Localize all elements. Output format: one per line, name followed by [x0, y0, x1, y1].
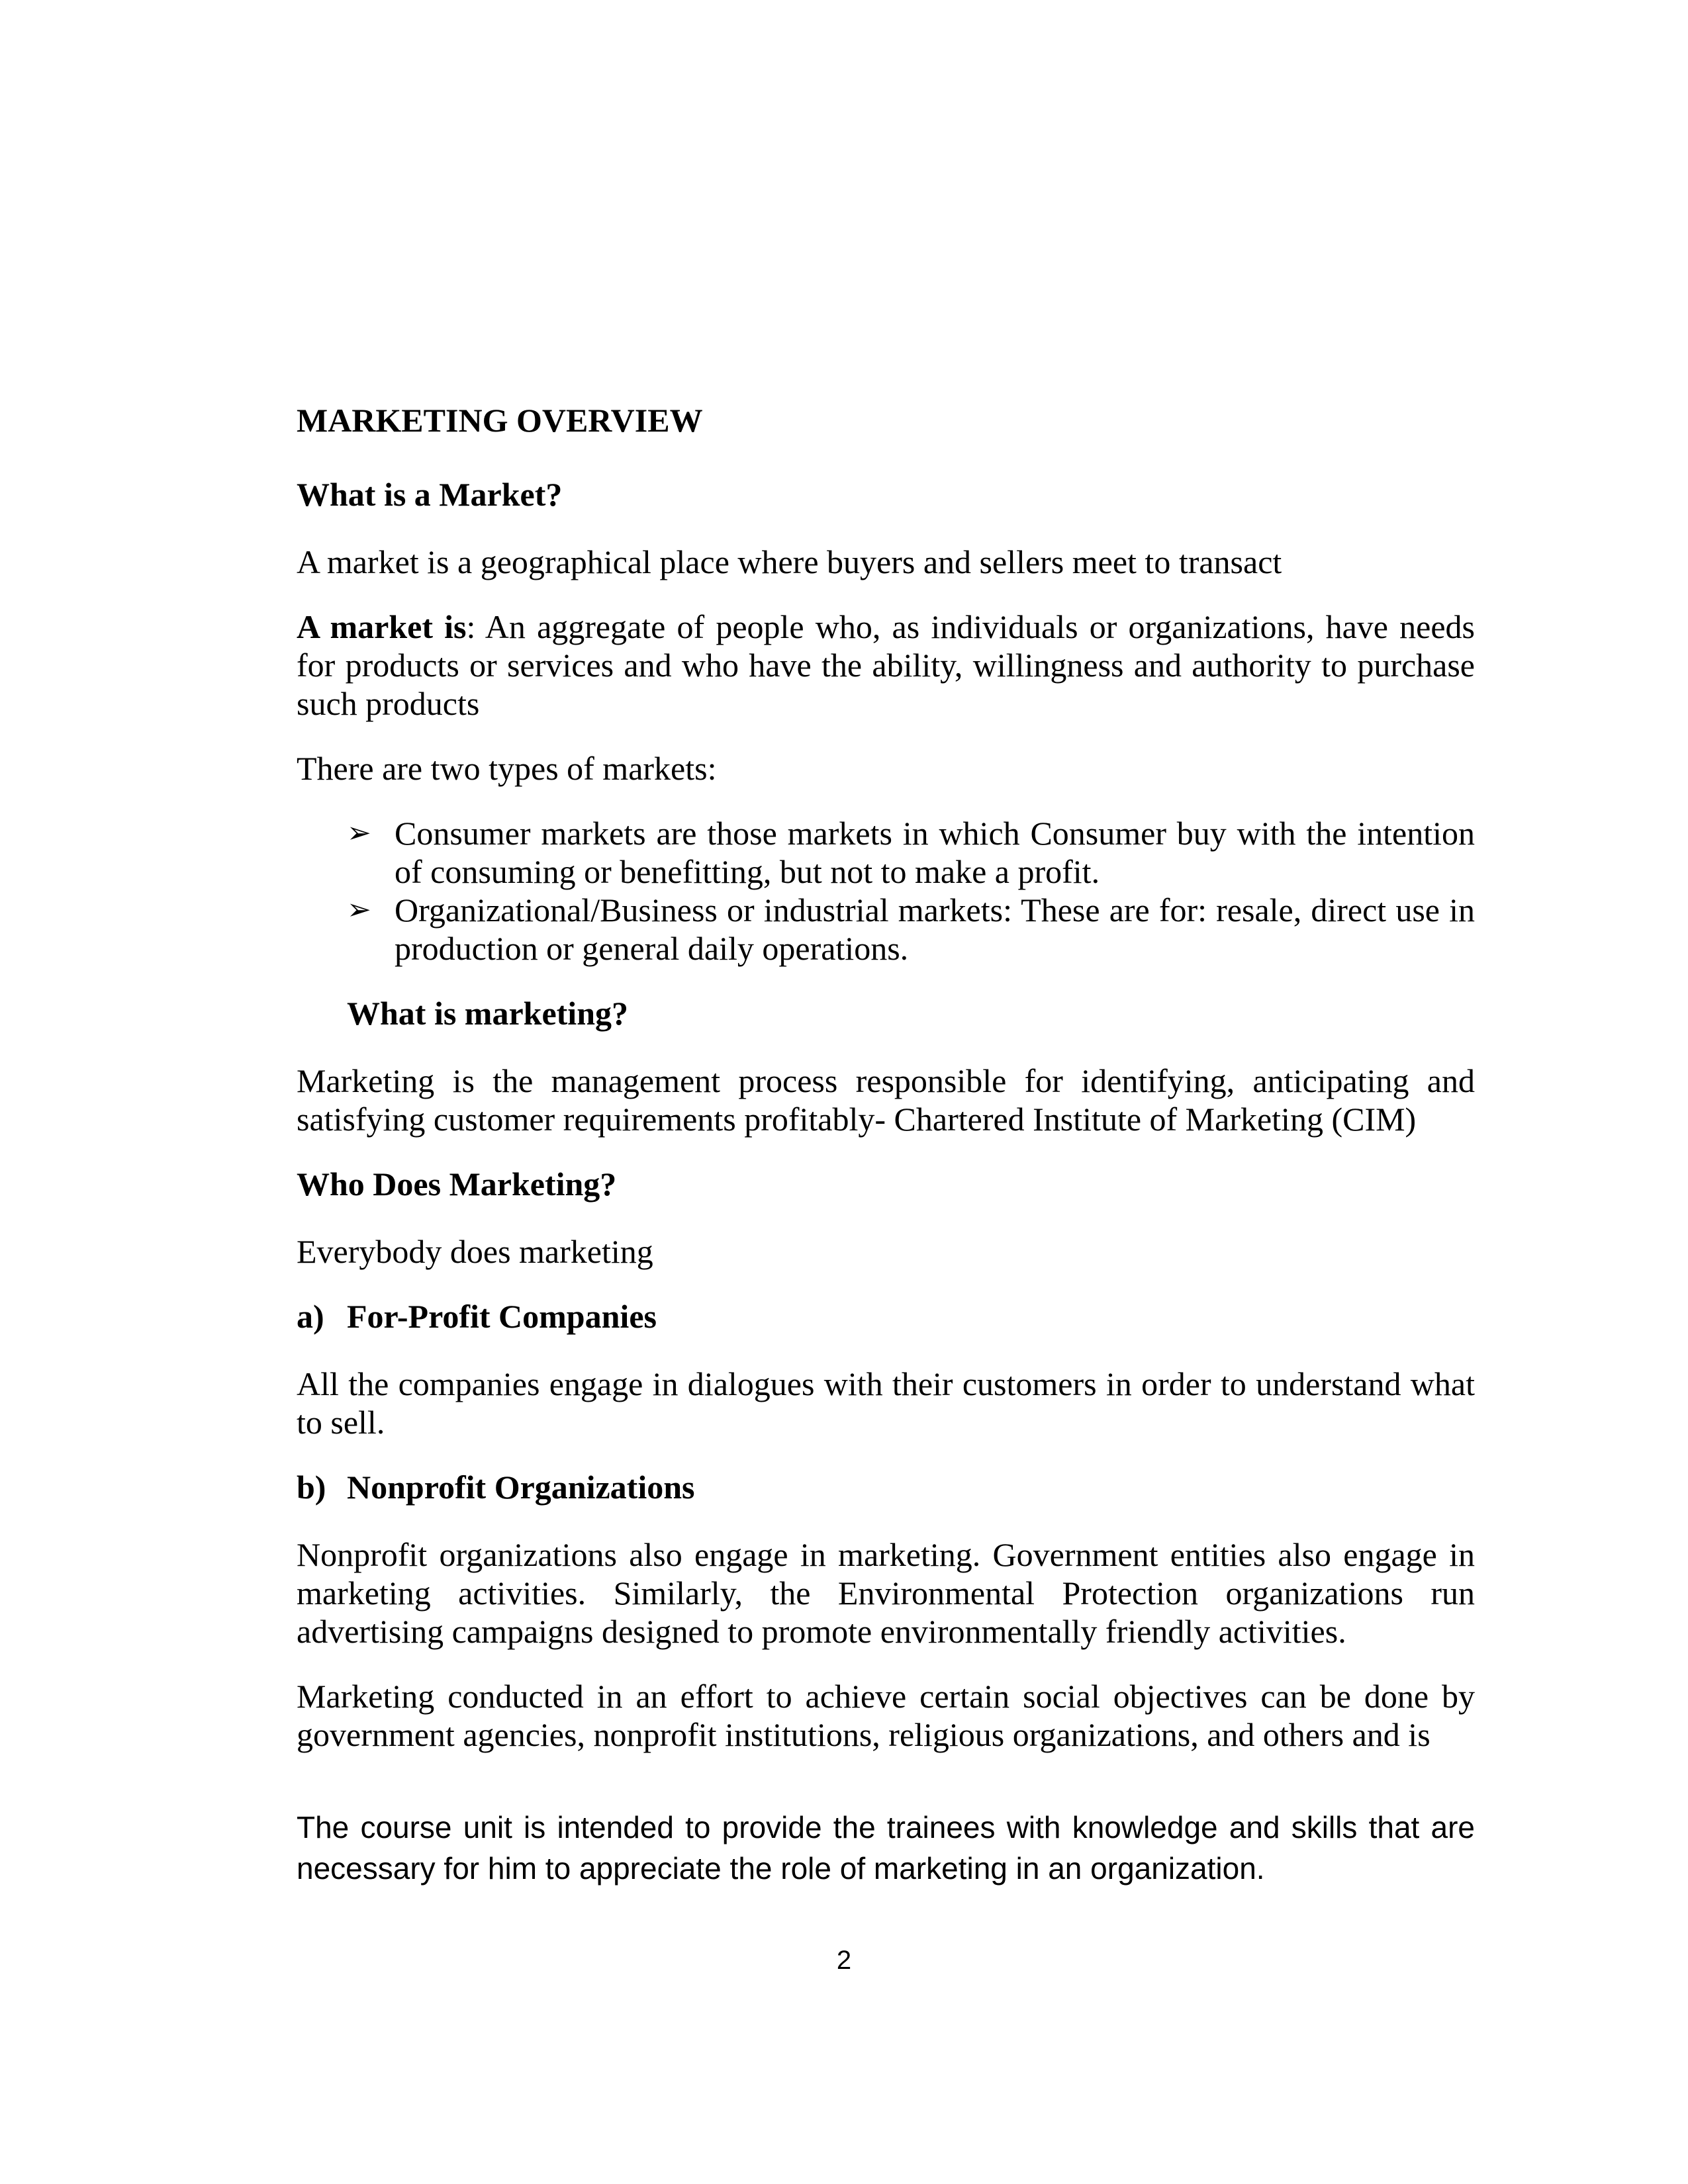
list-item-text: Organizational/Business or industrial markets: These are for: resale, direct use in production or general daily operations. [395, 891, 1475, 967]
page-number: 2 [836, 1946, 852, 1975]
arrow-bullet-icon: ➢ [347, 893, 371, 927]
subheading-text: Nonprofit Organizations [347, 1469, 695, 1506]
subheading-letter: a) [297, 1298, 324, 1335]
page-content [297, 401, 1475, 1780]
market-definition-label: A market is [297, 608, 467, 645]
list-item [297, 891, 1475, 968]
market-definition-aggregate [297, 608, 1475, 723]
subheading-letter: b) [297, 1469, 326, 1506]
marketing-definition: Marketing is the management process responsible for identifying, anticipating and satisfying customer requirements profitably- Chartered Institute of Marketing (CIM) [297, 1062, 1475, 1138]
market-types-list [297, 814, 1475, 968]
page-title: MARKETING OVERVIEW [297, 402, 703, 439]
social-objectives-text: Marketing conducted in an effort to achieve certain social objectives can be done by government agencies, nonprofit institutions, religious organizations, and others and is [297, 1678, 1475, 1753]
market-definition-geographic: A market is a geographical place where buyers and sellers meet to transact [297, 543, 1282, 580]
subheading-text: For-Profit Companies [347, 1298, 657, 1335]
heading-what-is-market: What is a Market? [297, 476, 563, 513]
subheading-for-profit [297, 1297, 1475, 1336]
list-item-text: Consumer markets are those markets in which Consumer buy with the intention of consuming or benefitting, but not to make a profit. [395, 815, 1475, 890]
market-types-intro: There are two types of markets: [297, 750, 717, 787]
nonprofit-text: Nonprofit organizations also engage in marketing. Government entities also engage in marketing activities. Similarly, the Environmental Protection organizations run advertising campaigns designed to promote environmentally friendly activities. [297, 1536, 1475, 1650]
everybody-text: Everybody does marketing [297, 1233, 653, 1270]
list-item [297, 814, 1475, 891]
course-unit-note: The course unit is intended to provide the trainees with knowledge and skills that are necessary for him to appreciate the role of marketing in an organization. [297, 1810, 1475, 1886]
for-profit-text: All the companies engage in dialogues with their customers in order to understand what to sell. [297, 1365, 1475, 1441]
arrow-bullet-icon: ➢ [347, 816, 371, 850]
subheading-nonprofit [297, 1468, 1475, 1506]
market-definition-text: : An aggregate of people who, as individuals or organizations, have needs for products or services and who have the ability, willingness and authority to purchase such products [297, 608, 1475, 722]
heading-who-does-marketing: Who Does Marketing? [297, 1165, 617, 1203]
heading-what-is-marketing: What is marketing? [347, 995, 628, 1032]
